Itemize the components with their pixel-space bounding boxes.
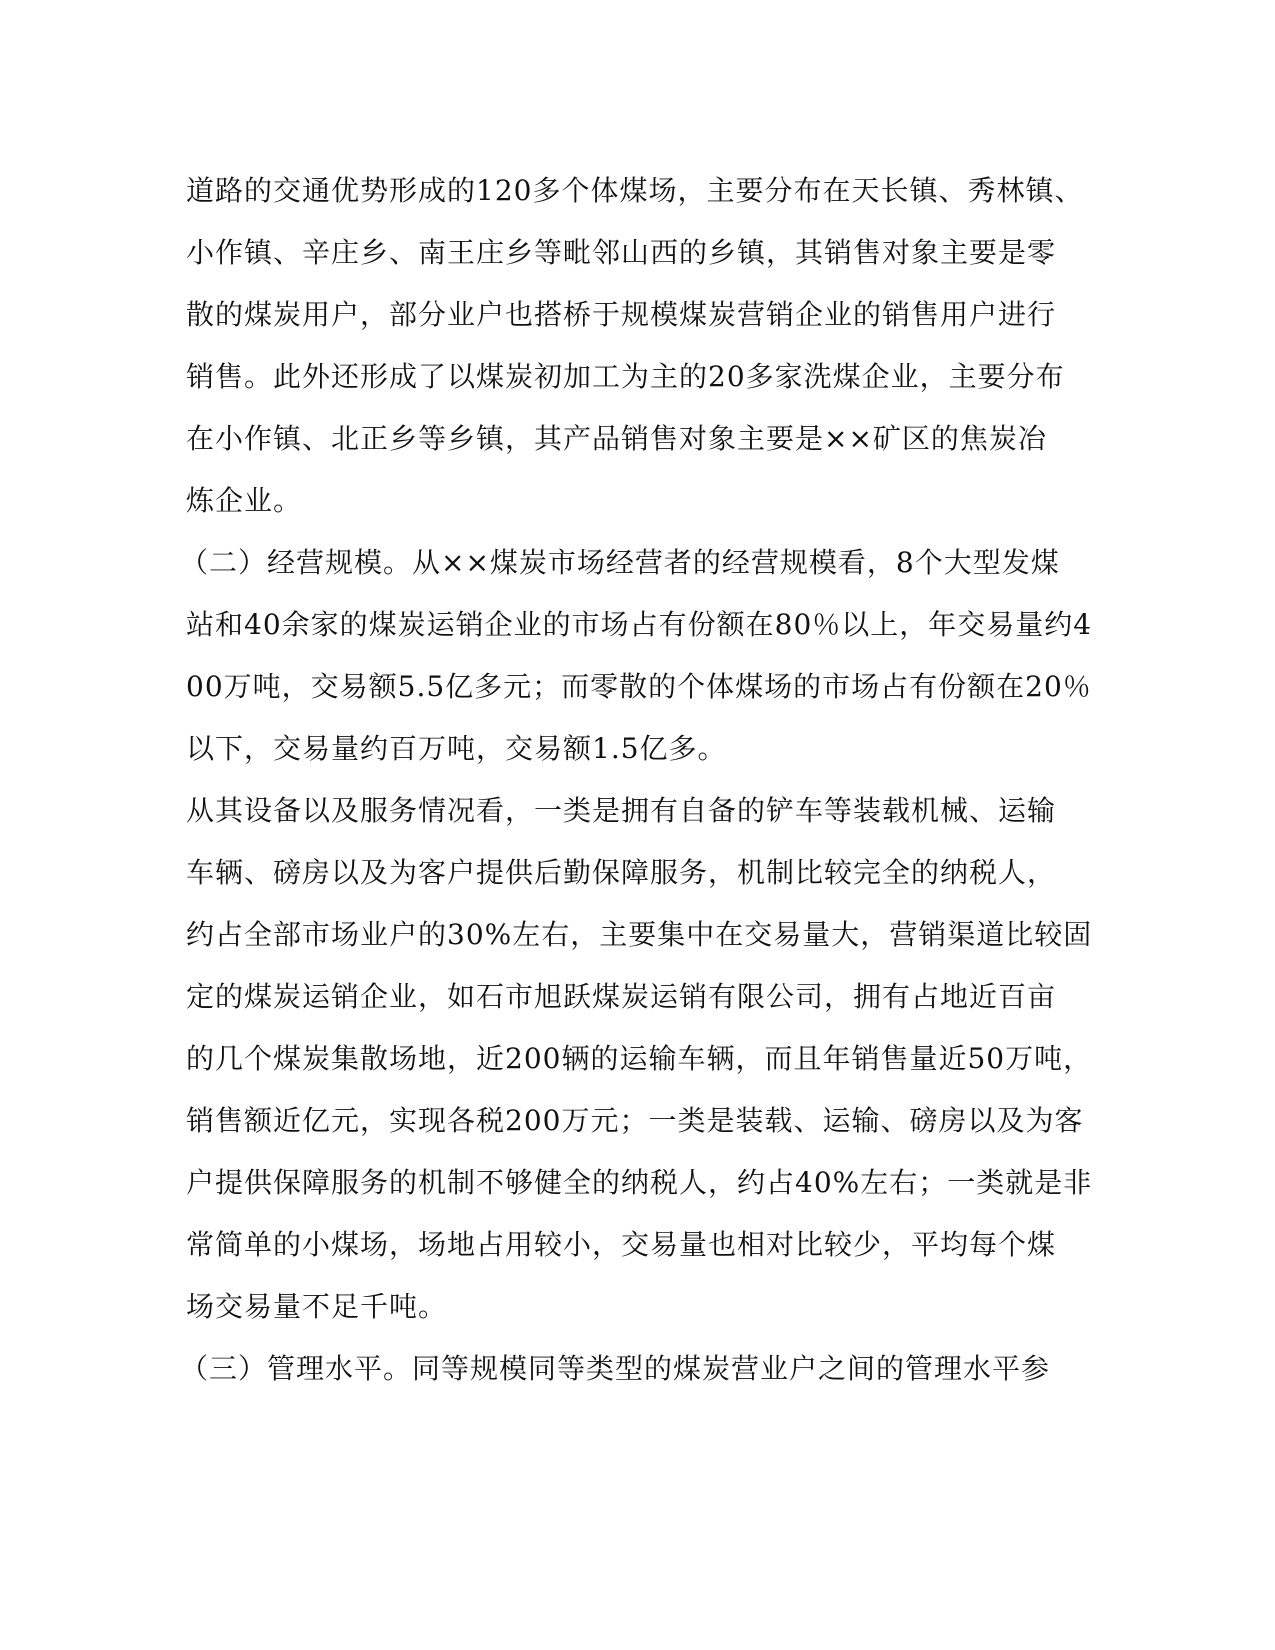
text-line: 户提供保障服务的机制不够健全的纳税人，约占40%左右；一类就是非 (186, 1166, 1093, 1199)
text-line: 定的煤炭运销企业，如石市旭跃煤炭运销有限公司，拥有占地近百亩 (186, 980, 1057, 1013)
text-line: 销售。此外还形成了以煤炭初加工为主的20多家洗煤企业，主要分布 (186, 360, 1065, 393)
text-line: 车辆、磅房以及为客户提供后勤保障服务，机制比较完全的纳税人， (186, 856, 1057, 889)
text-line: 常简单的小煤场，场地占用较小，交易量也相对比较少，平均每个煤 (186, 1228, 1057, 1261)
text-line: 的几个煤炭集散场地，近200辆的运输车辆，而且年销售量近50万吨， (186, 1042, 1093, 1075)
text-line: 在小作镇、北正乡等乡镇，其产品销售对象主要是××矿区的焦炭冶 (186, 422, 1047, 455)
text-line: 从其设备以及服务情况看，一类是拥有自备的铲车等装载机械、运输 (186, 794, 1057, 827)
text-line: 销售额近亿元，实现各税200万元；一类是装载、运输、磅房以及为客 (186, 1104, 1084, 1137)
text-line: 00万吨，交易额5.5亿多元；而零散的个体煤场的市场占有份额在20％ (186, 670, 1092, 703)
text-line: 站和40余家的煤炭运销企业的市场占有份额在80％以上，年交易量约4 (186, 608, 1093, 641)
section-heading-line: （二）经营规模。从××煤炭市场经营者的经营规模看，8个大型发煤 (180, 546, 1060, 579)
text-line: 炼企业。 (186, 484, 303, 517)
text-line: 散的煤炭用户，部分业户也搭桥于规模煤炭营销企业的销售用户进行 (186, 298, 1057, 331)
text-line: 约占全部市场业户的30%左右，主要集中在交易量大，营销渠道比较固 (186, 918, 1093, 951)
text-line: 场交易量不足千吨。 (186, 1290, 448, 1323)
text-line: 道路的交通优势形成的120多个体煤场，主要分布在天长镇、秀林镇、 (186, 174, 1084, 207)
body-text (180, 160, 1093, 1400)
section-heading-line: （三）管理水平。同等规模同等类型的煤炭营业户之间的管理水平参 (180, 1352, 1051, 1385)
text-line: 以下，交易量约百万吨，交易额1.5亿多。 (186, 732, 727, 765)
text-line: 小作镇、辛庄乡、南王庄乡等毗邻山西的乡镇，其销售对象主要是零 (186, 236, 1057, 269)
